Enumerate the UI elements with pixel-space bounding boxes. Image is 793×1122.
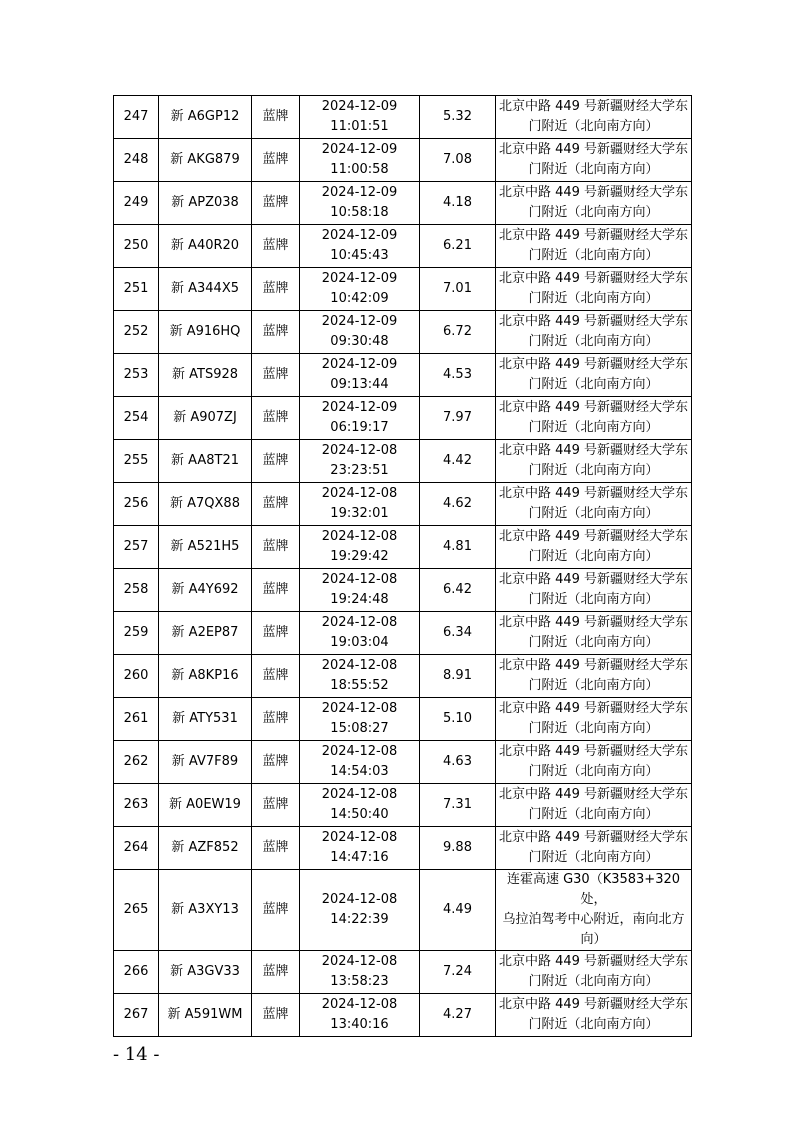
cell-location-line1: 北京中路 449 号新疆财经大学东 [498, 314, 689, 329]
cell-number: 254 [114, 397, 159, 440]
cell-location-line1: 北京中路 449 号新疆财经大学东 [498, 572, 689, 587]
cell-value: 6.42 [420, 569, 496, 612]
cell-time: 19:24:48 [330, 592, 389, 607]
cell-number: 249 [114, 182, 159, 225]
cell-plate: 新 AKG879 [159, 139, 252, 182]
cell-number: 255 [114, 440, 159, 483]
cell-plate: 新 A6GP12 [159, 96, 252, 139]
cell-location-line1: 北京中路 449 号新疆财经大学东 [498, 185, 689, 200]
table-row [114, 139, 692, 182]
cell-datetime [300, 655, 420, 698]
cell-value: 4.49 [420, 870, 496, 951]
cell-location-line2: 门附近（北向南方向） [528, 764, 659, 779]
cell-plate: 新 A916HQ [159, 311, 252, 354]
cell-location-line1: 北京中路 449 号新疆财经大学东 [498, 228, 689, 243]
cell-time: 11:01:51 [330, 119, 389, 134]
table-row [114, 698, 692, 741]
cell-plate-color: 蓝牌 [252, 268, 300, 311]
cell-plate-color: 蓝牌 [252, 526, 300, 569]
cell-number: 265 [114, 870, 159, 951]
cell-date: 2024-12-09 [321, 99, 398, 114]
cell-location-line2: 门附近（北向南方向） [528, 119, 659, 134]
table-row [114, 827, 692, 870]
cell-datetime [300, 612, 420, 655]
cell-plate: 新 A907ZJ [159, 397, 252, 440]
cell-plate-color: 蓝牌 [252, 311, 300, 354]
cell-datetime [300, 951, 420, 994]
cell-plate-color: 蓝牌 [252, 225, 300, 268]
cell-number: 257 [114, 526, 159, 569]
cell-time: 14:50:40 [330, 807, 389, 822]
cell-value: 9.88 [420, 827, 496, 870]
cell-location [496, 526, 692, 569]
cell-value: 6.72 [420, 311, 496, 354]
cell-location-line1: 北京中路 449 号新疆财经大学东 [498, 744, 689, 759]
cell-plate-color: 蓝牌 [252, 741, 300, 784]
cell-value: 4.18 [420, 182, 496, 225]
table-row [114, 526, 692, 569]
table-row [114, 96, 692, 139]
cell-datetime [300, 96, 420, 139]
cell-date: 2024-12-08 [321, 658, 398, 673]
table-row [114, 268, 692, 311]
cell-number: 263 [114, 784, 159, 827]
cell-plate: 新 A4Y692 [159, 569, 252, 612]
cell-datetime [300, 139, 420, 182]
cell-location [496, 741, 692, 784]
cell-time: 11:00:58 [330, 162, 389, 177]
cell-location-line1: 北京中路 449 号新疆财经大学东 [498, 142, 689, 157]
cell-location [496, 784, 692, 827]
cell-location [496, 96, 692, 139]
cell-location [496, 225, 692, 268]
cell-plate: 新 A40R20 [159, 225, 252, 268]
cell-value: 4.27 [420, 994, 496, 1037]
cell-datetime [300, 870, 420, 951]
cell-number: 250 [114, 225, 159, 268]
cell-datetime [300, 182, 420, 225]
cell-plate: 新 A3XY13 [159, 870, 252, 951]
cell-plate: 新 A2EP87 [159, 612, 252, 655]
cell-value: 4.63 [420, 741, 496, 784]
cell-plate-color: 蓝牌 [252, 483, 300, 526]
cell-plate-color: 蓝牌 [252, 994, 300, 1037]
cell-location [496, 139, 692, 182]
cell-location [496, 994, 692, 1037]
cell-date: 2024-12-08 [321, 486, 398, 501]
cell-datetime [300, 225, 420, 268]
cell-date: 2024-12-08 [321, 997, 398, 1012]
cell-datetime [300, 483, 420, 526]
cell-location-line1: 北京中路 449 号新疆财经大学东 [498, 271, 689, 286]
table-row [114, 741, 692, 784]
cell-date: 2024-12-09 [321, 142, 398, 157]
cell-time: 18:55:52 [330, 678, 389, 693]
cell-datetime [300, 784, 420, 827]
cell-location-line1: 北京中路 449 号新疆财经大学东 [498, 486, 689, 501]
table-row [114, 994, 692, 1037]
table-row [114, 397, 692, 440]
cell-datetime [300, 827, 420, 870]
cell-number: 256 [114, 483, 159, 526]
cell-location [496, 354, 692, 397]
cell-number: 267 [114, 994, 159, 1037]
cell-plate: 新 A0EW19 [159, 784, 252, 827]
cell-location-line1: 北京中路 449 号新疆财经大学东 [498, 99, 689, 114]
cell-date: 2024-12-09 [321, 185, 398, 200]
cell-plate-color: 蓝牌 [252, 354, 300, 397]
cell-plate-color: 蓝牌 [252, 612, 300, 655]
table-row [114, 225, 692, 268]
cell-location-line2: 门附近（北向南方向） [528, 506, 659, 521]
cell-location-line1: 连霍高速 G30（K3583+320 处， [506, 872, 681, 907]
cell-time: 19:32:01 [330, 506, 389, 521]
cell-time: 10:45:43 [330, 248, 389, 263]
table-row [114, 182, 692, 225]
cell-value: 4.62 [420, 483, 496, 526]
table-row [114, 354, 692, 397]
cell-location [496, 182, 692, 225]
table-row [114, 655, 692, 698]
cell-date: 2024-12-08 [321, 443, 398, 458]
cell-number: 248 [114, 139, 159, 182]
cell-plate-color: 蓝牌 [252, 655, 300, 698]
cell-number: 262 [114, 741, 159, 784]
cell-location-line2: 门附近（北向南方向） [528, 1017, 659, 1032]
cell-plate: 新 AA8T21 [159, 440, 252, 483]
page-number: - 14 - [113, 1044, 160, 1065]
cell-time: 13:40:16 [330, 1017, 389, 1032]
cell-plate: 新 ATY531 [159, 698, 252, 741]
cell-date: 2024-12-09 [321, 314, 398, 329]
table-row [114, 311, 692, 354]
cell-time: 09:13:44 [330, 377, 389, 392]
cell-location-line2: 门附近（北向南方向） [528, 463, 659, 478]
cell-number: 253 [114, 354, 159, 397]
cell-plate-color: 蓝牌 [252, 397, 300, 440]
cell-location-line1: 北京中路 449 号新疆财经大学东 [498, 997, 689, 1012]
cell-location-line2: 乌拉泊驾考中心附近，南向北方 [502, 912, 685, 927]
cell-location-line1: 北京中路 449 号新疆财经大学东 [498, 443, 689, 458]
cell-value: 7.97 [420, 397, 496, 440]
cell-time: 10:42:09 [330, 291, 389, 306]
cell-number: 261 [114, 698, 159, 741]
cell-location [496, 870, 692, 951]
cell-value: 7.01 [420, 268, 496, 311]
records-table-body [114, 96, 692, 1037]
cell-plate-color: 蓝牌 [252, 870, 300, 951]
cell-time: 14:22:39 [330, 912, 389, 927]
cell-time: 10:58:18 [330, 205, 389, 220]
cell-time: 14:54:03 [330, 764, 389, 779]
cell-datetime [300, 569, 420, 612]
table-row [114, 440, 692, 483]
cell-number: 247 [114, 96, 159, 139]
cell-datetime [300, 526, 420, 569]
cell-number: 264 [114, 827, 159, 870]
cell-location-line2: 门附近（北向南方向） [528, 549, 659, 564]
cell-plate: 新 A344X5 [159, 268, 252, 311]
cell-date: 2024-12-08 [321, 572, 398, 587]
cell-location [496, 397, 692, 440]
cell-location [496, 311, 692, 354]
cell-location [496, 951, 692, 994]
cell-plate-color: 蓝牌 [252, 784, 300, 827]
cell-location-line2: 门附近（北向南方向） [528, 850, 659, 865]
cell-plate-color: 蓝牌 [252, 951, 300, 994]
cell-location-line2: 门附近（北向南方向） [528, 721, 659, 736]
cell-location-line2: 门附近（北向南方向） [528, 377, 659, 392]
cell-date: 2024-12-09 [321, 357, 398, 372]
cell-location-line1: 北京中路 449 号新疆财经大学东 [498, 658, 689, 673]
cell-number: 259 [114, 612, 159, 655]
cell-datetime [300, 994, 420, 1037]
cell-datetime [300, 268, 420, 311]
cell-time: 06:19:17 [330, 420, 389, 435]
cell-location [496, 483, 692, 526]
cell-time: 23:23:51 [330, 463, 389, 478]
cell-number: 251 [114, 268, 159, 311]
cell-location-line2: 门附近（北向南方向） [528, 592, 659, 607]
cell-date: 2024-12-09 [321, 228, 398, 243]
cell-datetime [300, 397, 420, 440]
table-row [114, 870, 692, 951]
cell-datetime [300, 741, 420, 784]
cell-location-line2: 门附近（北向南方向） [528, 420, 659, 435]
cell-location-line2: 门附近（北向南方向） [528, 205, 659, 220]
cell-location-line1: 北京中路 449 号新疆财经大学东 [498, 357, 689, 372]
cell-location [496, 698, 692, 741]
cell-value: 7.31 [420, 784, 496, 827]
cell-plate: 新 A7QX88 [159, 483, 252, 526]
cell-plate: 新 A8KP16 [159, 655, 252, 698]
cell-plate-color: 蓝牌 [252, 96, 300, 139]
cell-datetime [300, 698, 420, 741]
cell-datetime [300, 354, 420, 397]
table-row [114, 951, 692, 994]
cell-date: 2024-12-08 [321, 787, 398, 802]
cell-value: 6.21 [420, 225, 496, 268]
cell-location-line2: 门附近（北向南方向） [528, 291, 659, 306]
cell-plate: 新 AZF852 [159, 827, 252, 870]
table-row [114, 612, 692, 655]
table-row [114, 569, 692, 612]
cell-plate-color: 蓝牌 [252, 569, 300, 612]
cell-location [496, 655, 692, 698]
cell-location-line1: 北京中路 449 号新疆财经大学东 [498, 830, 689, 845]
cell-value: 7.08 [420, 139, 496, 182]
cell-location-line1: 北京中路 449 号新疆财经大学东 [498, 701, 689, 716]
cell-time: 13:58:23 [330, 974, 389, 989]
cell-location-line2: 门附近（北向南方向） [528, 334, 659, 349]
table-row [114, 483, 692, 526]
cell-time: 15:08:27 [330, 721, 389, 736]
cell-location [496, 827, 692, 870]
cell-date: 2024-12-08 [321, 830, 398, 845]
cell-location [496, 268, 692, 311]
cell-plate: 新 ATS928 [159, 354, 252, 397]
cell-location-line1: 北京中路 449 号新疆财经大学东 [498, 400, 689, 415]
cell-location-line1: 北京中路 449 号新疆财经大学东 [498, 787, 689, 802]
cell-date: 2024-12-08 [321, 744, 398, 759]
cell-number: 258 [114, 569, 159, 612]
cell-number: 266 [114, 951, 159, 994]
cell-date: 2024-12-08 [321, 701, 398, 716]
cell-date: 2024-12-08 [321, 529, 398, 544]
cell-date: 2024-12-09 [321, 400, 398, 415]
cell-value: 5.32 [420, 96, 496, 139]
cell-location-line2: 门附近（北向南方向） [528, 162, 659, 177]
cell-value: 4.53 [420, 354, 496, 397]
cell-location [496, 612, 692, 655]
cell-location-line1: 北京中路 449 号新疆财经大学东 [498, 954, 689, 969]
cell-number: 260 [114, 655, 159, 698]
cell-plate: 新 A591WM [159, 994, 252, 1037]
cell-time: 19:29:42 [330, 549, 389, 564]
cell-value: 8.91 [420, 655, 496, 698]
cell-location-line1: 北京中路 449 号新疆财经大学东 [498, 615, 689, 630]
cell-plate-color: 蓝牌 [252, 182, 300, 225]
cell-value: 7.24 [420, 951, 496, 994]
cell-time: 14:47:16 [330, 850, 389, 865]
cell-plate-color: 蓝牌 [252, 139, 300, 182]
cell-plate-color: 蓝牌 [252, 440, 300, 483]
cell-plate-color: 蓝牌 [252, 827, 300, 870]
cell-location-line2: 门附近（北向南方向） [528, 248, 659, 263]
cell-datetime [300, 440, 420, 483]
cell-location-line2: 门附近（北向南方向） [528, 635, 659, 650]
cell-value: 4.81 [420, 526, 496, 569]
cell-plate: 新 A521H5 [159, 526, 252, 569]
cell-location [496, 569, 692, 612]
table-row [114, 784, 692, 827]
cell-plate: 新 A3GV33 [159, 951, 252, 994]
cell-location-line2: 门附近（北向南方向） [528, 807, 659, 822]
cell-number: 252 [114, 311, 159, 354]
cell-location-line2: 门附近（北向南方向） [528, 974, 659, 989]
violation-records-table [113, 95, 692, 1037]
cell-time: 09:30:48 [330, 334, 389, 349]
cell-plate-color: 蓝牌 [252, 698, 300, 741]
cell-datetime [300, 311, 420, 354]
cell-location-line1: 北京中路 449 号新疆财经大学东 [498, 529, 689, 544]
cell-date: 2024-12-08 [321, 615, 398, 630]
cell-plate: 新 AV7F89 [159, 741, 252, 784]
cell-date: 2024-12-08 [321, 892, 398, 907]
cell-date: 2024-12-08 [321, 954, 398, 969]
cell-location [496, 440, 692, 483]
cell-value: 5.10 [420, 698, 496, 741]
cell-time: 19:03:04 [330, 635, 389, 650]
cell-location-line2: 门附近（北向南方向） [528, 678, 659, 693]
cell-plate: 新 APZ038 [159, 182, 252, 225]
cell-date: 2024-12-09 [321, 271, 398, 286]
cell-location-line3: 向） [580, 932, 607, 947]
cell-value: 4.42 [420, 440, 496, 483]
cell-value: 6.34 [420, 612, 496, 655]
